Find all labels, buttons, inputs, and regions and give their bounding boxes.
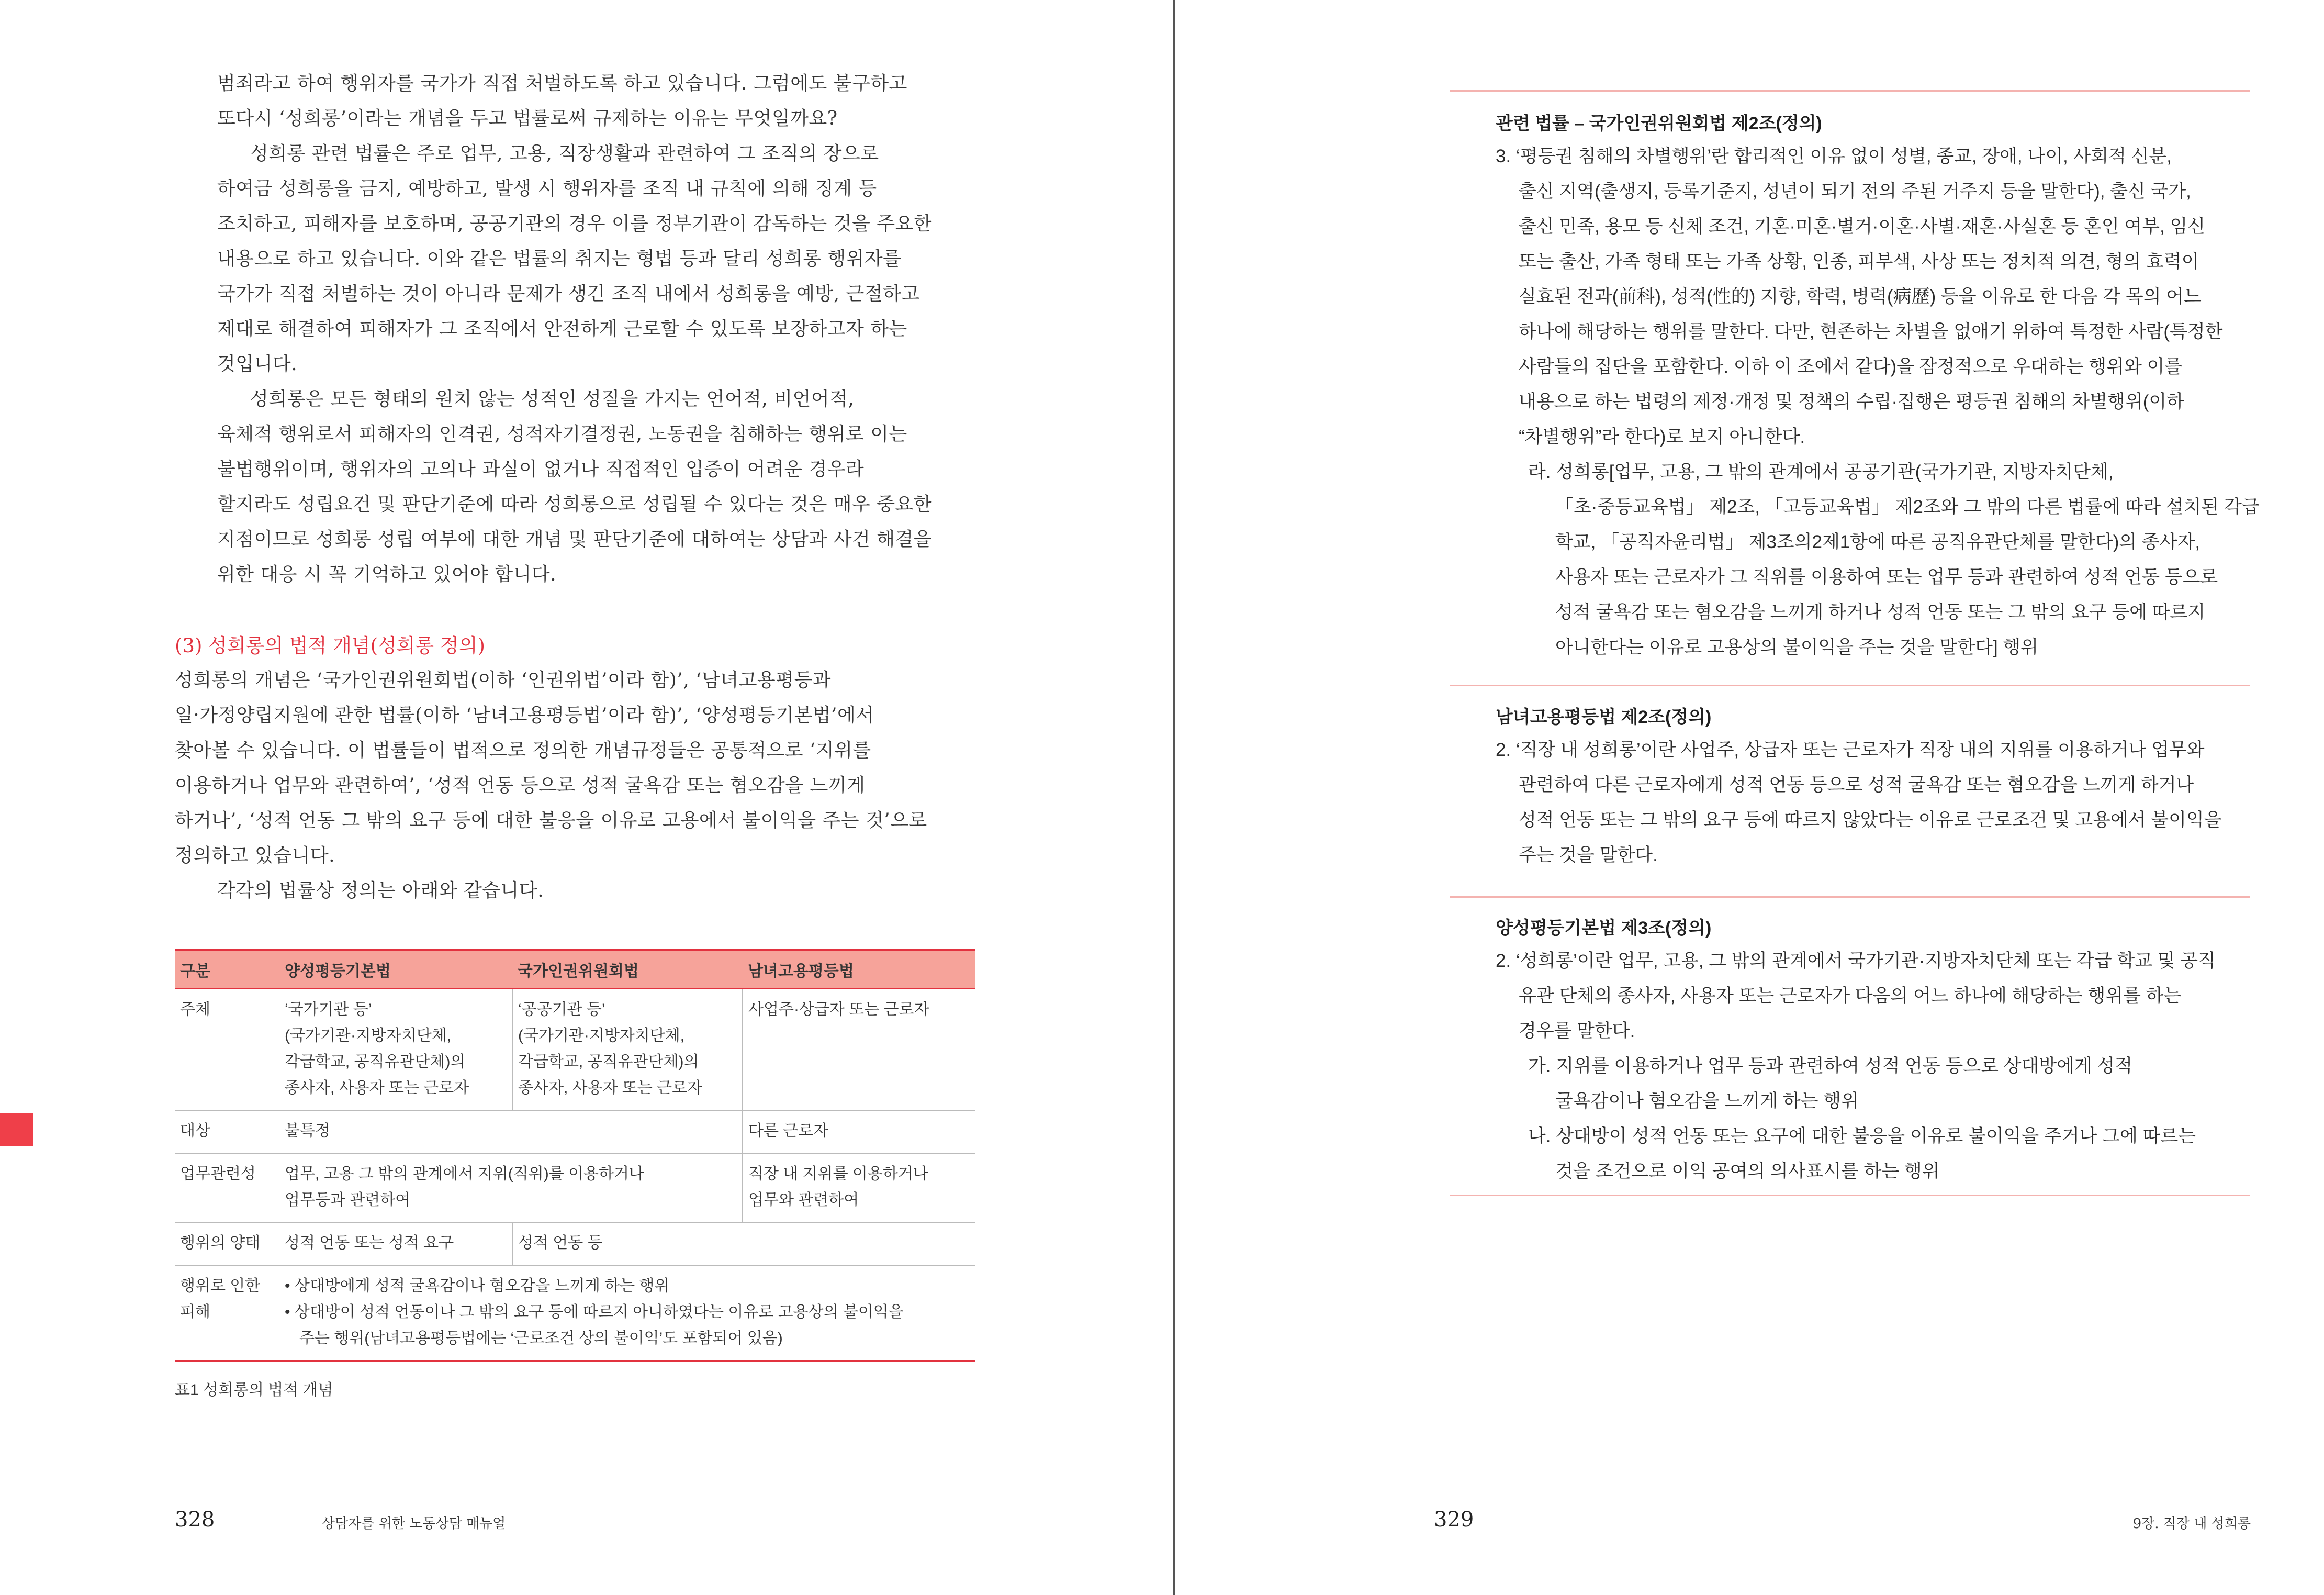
law-block-title: 관련 법률 – 국가인권위원회법 제2조(정의) (1496, 114, 1822, 133)
law-line: 관련하여 다른 근로자에게 성적 언동 등으로 성적 굴욕감 또는 혐오감을 느끼게 하거나 (1519, 775, 2194, 795)
law-line: 실효된 전과(前科), 성적(性的) 지향, 학력, 병력(病歷) 등을 이유로 한 다음 각 목의 어느 (1519, 286, 2202, 307)
law-line: 것을 조건으로 이익 공여의 의사표시를 하는 행위 (1555, 1161, 1940, 1181)
section-title: (3) 성희롱의 법적 개념(성희롱 정의) (175, 634, 485, 657)
table-row (175, 989, 975, 1110)
table-row (175, 1265, 975, 1361)
table-header: 양성평등기본법 (279, 950, 512, 989)
body-line: 제대로 해결하여 피해자가 그 조직에서 안전하게 근로할 수 있도록 보장하고자 하는 (217, 318, 907, 340)
cell-line: 종사자, 사용자 또는 근로자 (518, 1079, 703, 1097)
body-line: 하여금 성희롱을 금지, 예방하고, 발생 시 행위자를 조직 내 규칙에 의해 징계 등 (217, 178, 877, 199)
law-line: 학교, 「공직자윤리법」 제3조의2제1항에 따른 공직유관단체를 말한다)의 종사자, (1555, 532, 2200, 552)
row-label (175, 1265, 279, 1361)
row-label: 업무관련성 (175, 1153, 279, 1222)
body-line: 범죄라고 하여 행위자를 국가가 직접 처벌하도록 하고 있습니다. 그럼에도 불구하고 (217, 73, 907, 94)
law-line: 2. ‘직장 내 성희롱’이란 사업주, 상급자 또는 근로자가 직장 내의 지위를 이용하거나 업무와 (1496, 740, 2205, 760)
law-line: 성적 굴욕감 또는 혐오감을 느끼게 하거나 성적 언동 또는 그 밖의 요구 등에 따르지 (1555, 602, 2206, 622)
row-label: 행위의 양태 (175, 1222, 279, 1265)
table-cell (743, 1153, 975, 1222)
law-block-title: 남녀고용평등법 제2조(정의) (1496, 707, 1712, 727)
cell-line: 업무, 고용 그 밖의 관계에서 지위(직위)를 이용하거나 (285, 1165, 644, 1183)
law-line: 3. ‘평등권 침해의 차별행위’란 합리적인 이유 없이 성별, 종교, 장애, 나이, 사회적 신분, (1496, 146, 2172, 166)
law-line: 아니한다는 이유로 고용상의 불이익을 주는 것을 말한다] 행위 (1555, 637, 2039, 657)
table-header-row (175, 950, 975, 989)
table-row (175, 1222, 975, 1265)
running-title: 상담자를 위한 노동상담 매뉴얼 (322, 1516, 506, 1532)
law-line: 하나에 해당하는 행위를 말한다. 다만, 현존하는 차별을 없애기 위하여 특정한 사람(특정한 (1519, 321, 2223, 342)
law-line: 주는 것을 말한다. (1519, 845, 1658, 865)
cell-line: 직장 내 지위를 이용하거나 (748, 1165, 928, 1183)
table-cell (512, 989, 743, 1110)
table-cell: 다른 근로자 (743, 1110, 975, 1153)
body-line: 위한 대응 시 꼭 기억하고 있어야 합니다. (217, 564, 557, 585)
body-line: 불법행위이며, 행위자의 고의나 과실이 없거나 직접적인 입증이 어려운 경우라 (217, 459, 865, 480)
table-cell (279, 989, 512, 1110)
body-line: 또다시 ‘성희롱’이라는 개념을 두고 법률로써 규제하는 이유는 무엇일까요? (217, 108, 838, 129)
table-cell: 성적 언동 등 (512, 1222, 975, 1265)
row-label: 주체 (175, 989, 279, 1110)
cell-line: 각급학교, 공직유관단체)의 (518, 1053, 699, 1070)
law-line: 사람들의 집단을 포함한다. 이하 이 조에서 같다)을 잠정적으로 우대하는 행위와 이를 (1519, 356, 2183, 377)
cell-line: 업무등과 관련하여 (285, 1191, 411, 1209)
divider (1450, 896, 2250, 898)
cell-line: (국가기관·지방자치단체, (285, 1027, 452, 1044)
law-line: 「초·중등교육법」 제2조, 「고등교육법」 제2조와 그 밖의 다른 법률에 따라 설치된 각급 (1555, 497, 2260, 517)
divider (1450, 1195, 2250, 1196)
body-line: 것입니다. (217, 353, 298, 375)
bullet-item: • 상대방이 성적 언동이나 그 밖의 요구 등에 따르지 아니하였다는 이유로 고용상의 불이익을 (285, 1303, 904, 1321)
law-line: 가. 지위를 이용하거나 업무 등과 관련하여 성적 언동 등으로 상대방에게 성적 (1528, 1056, 2133, 1076)
body-line: 지점이므로 성희롱 성립 여부에 대한 개념 및 판단기준에 대하여는 상담과 사건 해결을 (217, 529, 933, 550)
table-header: 남녀고용평등법 (743, 950, 975, 989)
law-line: 경우를 말한다. (1519, 1021, 1635, 1041)
row-label: 대상 (175, 1110, 279, 1153)
table-cell: 사업주·상급자 또는 근로자 (743, 989, 975, 1110)
body-line: 하거나’, ‘성적 언동 그 밖의 요구 등에 대한 불응을 이유로 고용에서 불이익을 주는 것’으로 (175, 810, 927, 831)
table-row (175, 1110, 975, 1153)
law-block-title: 양성평등기본법 제3조(정의) (1496, 918, 1712, 938)
table-caption: 표1 성희롱의 법적 개념 (175, 1381, 333, 1399)
law-line: 나. 상대방이 성적 언동 또는 요구에 대한 불응을 이유로 불이익을 주거나 그에 따르는 (1528, 1126, 2196, 1146)
body-line: 성희롱 관련 법률은 주로 업무, 고용, 직장생활과 관련하여 그 조직의 장으로 (250, 143, 879, 164)
running-title: 9장. 직장 내 성희롱 (2132, 1516, 2251, 1532)
body-line: 이용하거나 업무와 관련하여’, ‘성적 언동 등으로 성적 굴욕감 또는 혐오감을 느끼게 (175, 775, 866, 796)
body-line: 정의하고 있습니다. (175, 845, 335, 866)
body-line: 찾아볼 수 있습니다. 이 법률들이 법적으로 정의한 개념규정들은 공통적으로 ‘지위를 (175, 740, 871, 761)
law-line: 출신 민족, 용모 등 신체 조건, 기혼·미혼·별거·이혼·사별·재혼·사실혼 등 혼인 여부, 임신 (1519, 216, 2206, 237)
body-line: 각각의 법률상 정의는 아래와 같습니다. (217, 880, 544, 901)
table-header: 구분 (175, 950, 279, 989)
chapter-tab-marker (0, 1113, 33, 1146)
bullet-item-continued: 주는 행위(남녀고용평등법에는 ‘근로조건 상의 불이익’도 포함되어 있음) (299, 1330, 783, 1347)
table-cell: 성적 언동 또는 성적 요구 (279, 1222, 512, 1265)
law-line: 또는 출산, 가족 형태 또는 가족 상황, 인종, 피부색, 사상 또는 정치적 의견, 형의 효력이 (1519, 251, 2199, 272)
page-number: 328 (175, 1508, 215, 1532)
body-line: 육체적 행위로서 피해자의 인격권, 성적자기결정권, 노동권을 침해하는 행위로 이는 (217, 423, 907, 445)
cell-line: ‘국가기관 등’ (285, 1001, 372, 1018)
bullet-item: • 상대방에게 성적 굴욕감이나 혐오감을 느끼게 하는 행위 (285, 1277, 670, 1295)
cell-line: (국가기관·지방자치단체, (518, 1027, 685, 1044)
law-line: 성적 언동 또는 그 밖의 요구 등에 따르지 않았다는 이유로 근로조건 및 고용에서 불이익을 (1519, 810, 2222, 830)
page-number: 329 (1434, 1508, 1474, 1532)
divider (1450, 685, 2250, 686)
law-line: 유관 단체의 종사자, 사용자 또는 근로자가 다음의 어느 하나에 해당하는 행위를 하는 (1519, 986, 2182, 1006)
body-line: 성희롱은 모든 형태의 원치 않는 성적인 성질을 가지는 언어적, 비언어적, (250, 388, 855, 410)
law-line: 라. 성희롱[업무, 고용, 그 밖의 관계에서 공공기관(국가기관, 지방자치단체, (1528, 462, 2114, 482)
cell-line: 피해 (180, 1303, 210, 1321)
cell-line: ‘공공기관 등’ (518, 1001, 605, 1018)
divider (1450, 90, 2250, 92)
law-line: 출신 지역(출생지, 등록기준지, 성년이 되기 전의 주된 거주지 등을 말한다), 출신 국가, (1519, 181, 2191, 202)
law-line: 사용자 또는 근로자가 그 직위를 이용하여 또는 업무 등과 관련하여 성적 언동 등으로 (1555, 567, 2218, 587)
cell-line: 업무와 관련하여 (748, 1191, 859, 1209)
body-line: 국가가 직접 처벌하는 것이 아니라 문제가 생긴 조직 내에서 성희롱을 예방, 근절하고 (217, 283, 920, 305)
law-line: 굴욕감이나 혐오감을 느끼게 하는 행위 (1555, 1091, 1859, 1111)
table-cell (279, 1265, 975, 1361)
table-cell (279, 1153, 743, 1222)
cell-line: 행위로 인한 (180, 1277, 261, 1295)
body-line: 할지라도 성립요건 및 판단기준에 따라 성희롱으로 성립될 수 있다는 것은 매우 중요한 (217, 494, 933, 515)
legal-concept-table (175, 949, 975, 1362)
cell-line: 종사자, 사용자 또는 근로자 (285, 1079, 469, 1097)
body-line: 내용으로 하고 있습니다. 이와 같은 법률의 취지는 형법 등과 달리 성희롱 행위자를 (217, 248, 902, 270)
law-line: “차별행위”라 한다)로 보지 아니한다. (1519, 427, 1805, 447)
table-header: 국가인권위원회법 (512, 950, 743, 989)
book-spine (1173, 0, 1175, 1595)
table-cell: 불특정 (279, 1110, 743, 1153)
law-line: 2. ‘성희롱’이란 업무, 고용, 그 밖의 관계에서 국가기관·지방자치단체 또는 각급 학교 및 공직 (1496, 951, 2216, 971)
table-row (175, 1153, 975, 1222)
body-line: 조치하고, 피해자를 보호하며, 공공기관의 경우 이를 정부기관이 감독하는 것을 주요한 (217, 213, 933, 235)
cell-line: 각급학교, 공직유관단체)의 (285, 1053, 466, 1070)
body-line: 일·가정양립지원에 관한 법률(이하 ‘남녀고용평등법’이라 함)’, ‘양성평등기본법’에서 (175, 705, 874, 726)
body-line: 성희롱의 개념은 ‘국가인권위원회법(이하 ‘인권위법’이라 함)’, ‘남녀고용평등과 (175, 670, 832, 691)
law-line: 내용으로 하는 법령의 제정·개정 및 정책의 수립·집행은 평등권 침해의 차별행위(이하 (1519, 392, 2185, 412)
